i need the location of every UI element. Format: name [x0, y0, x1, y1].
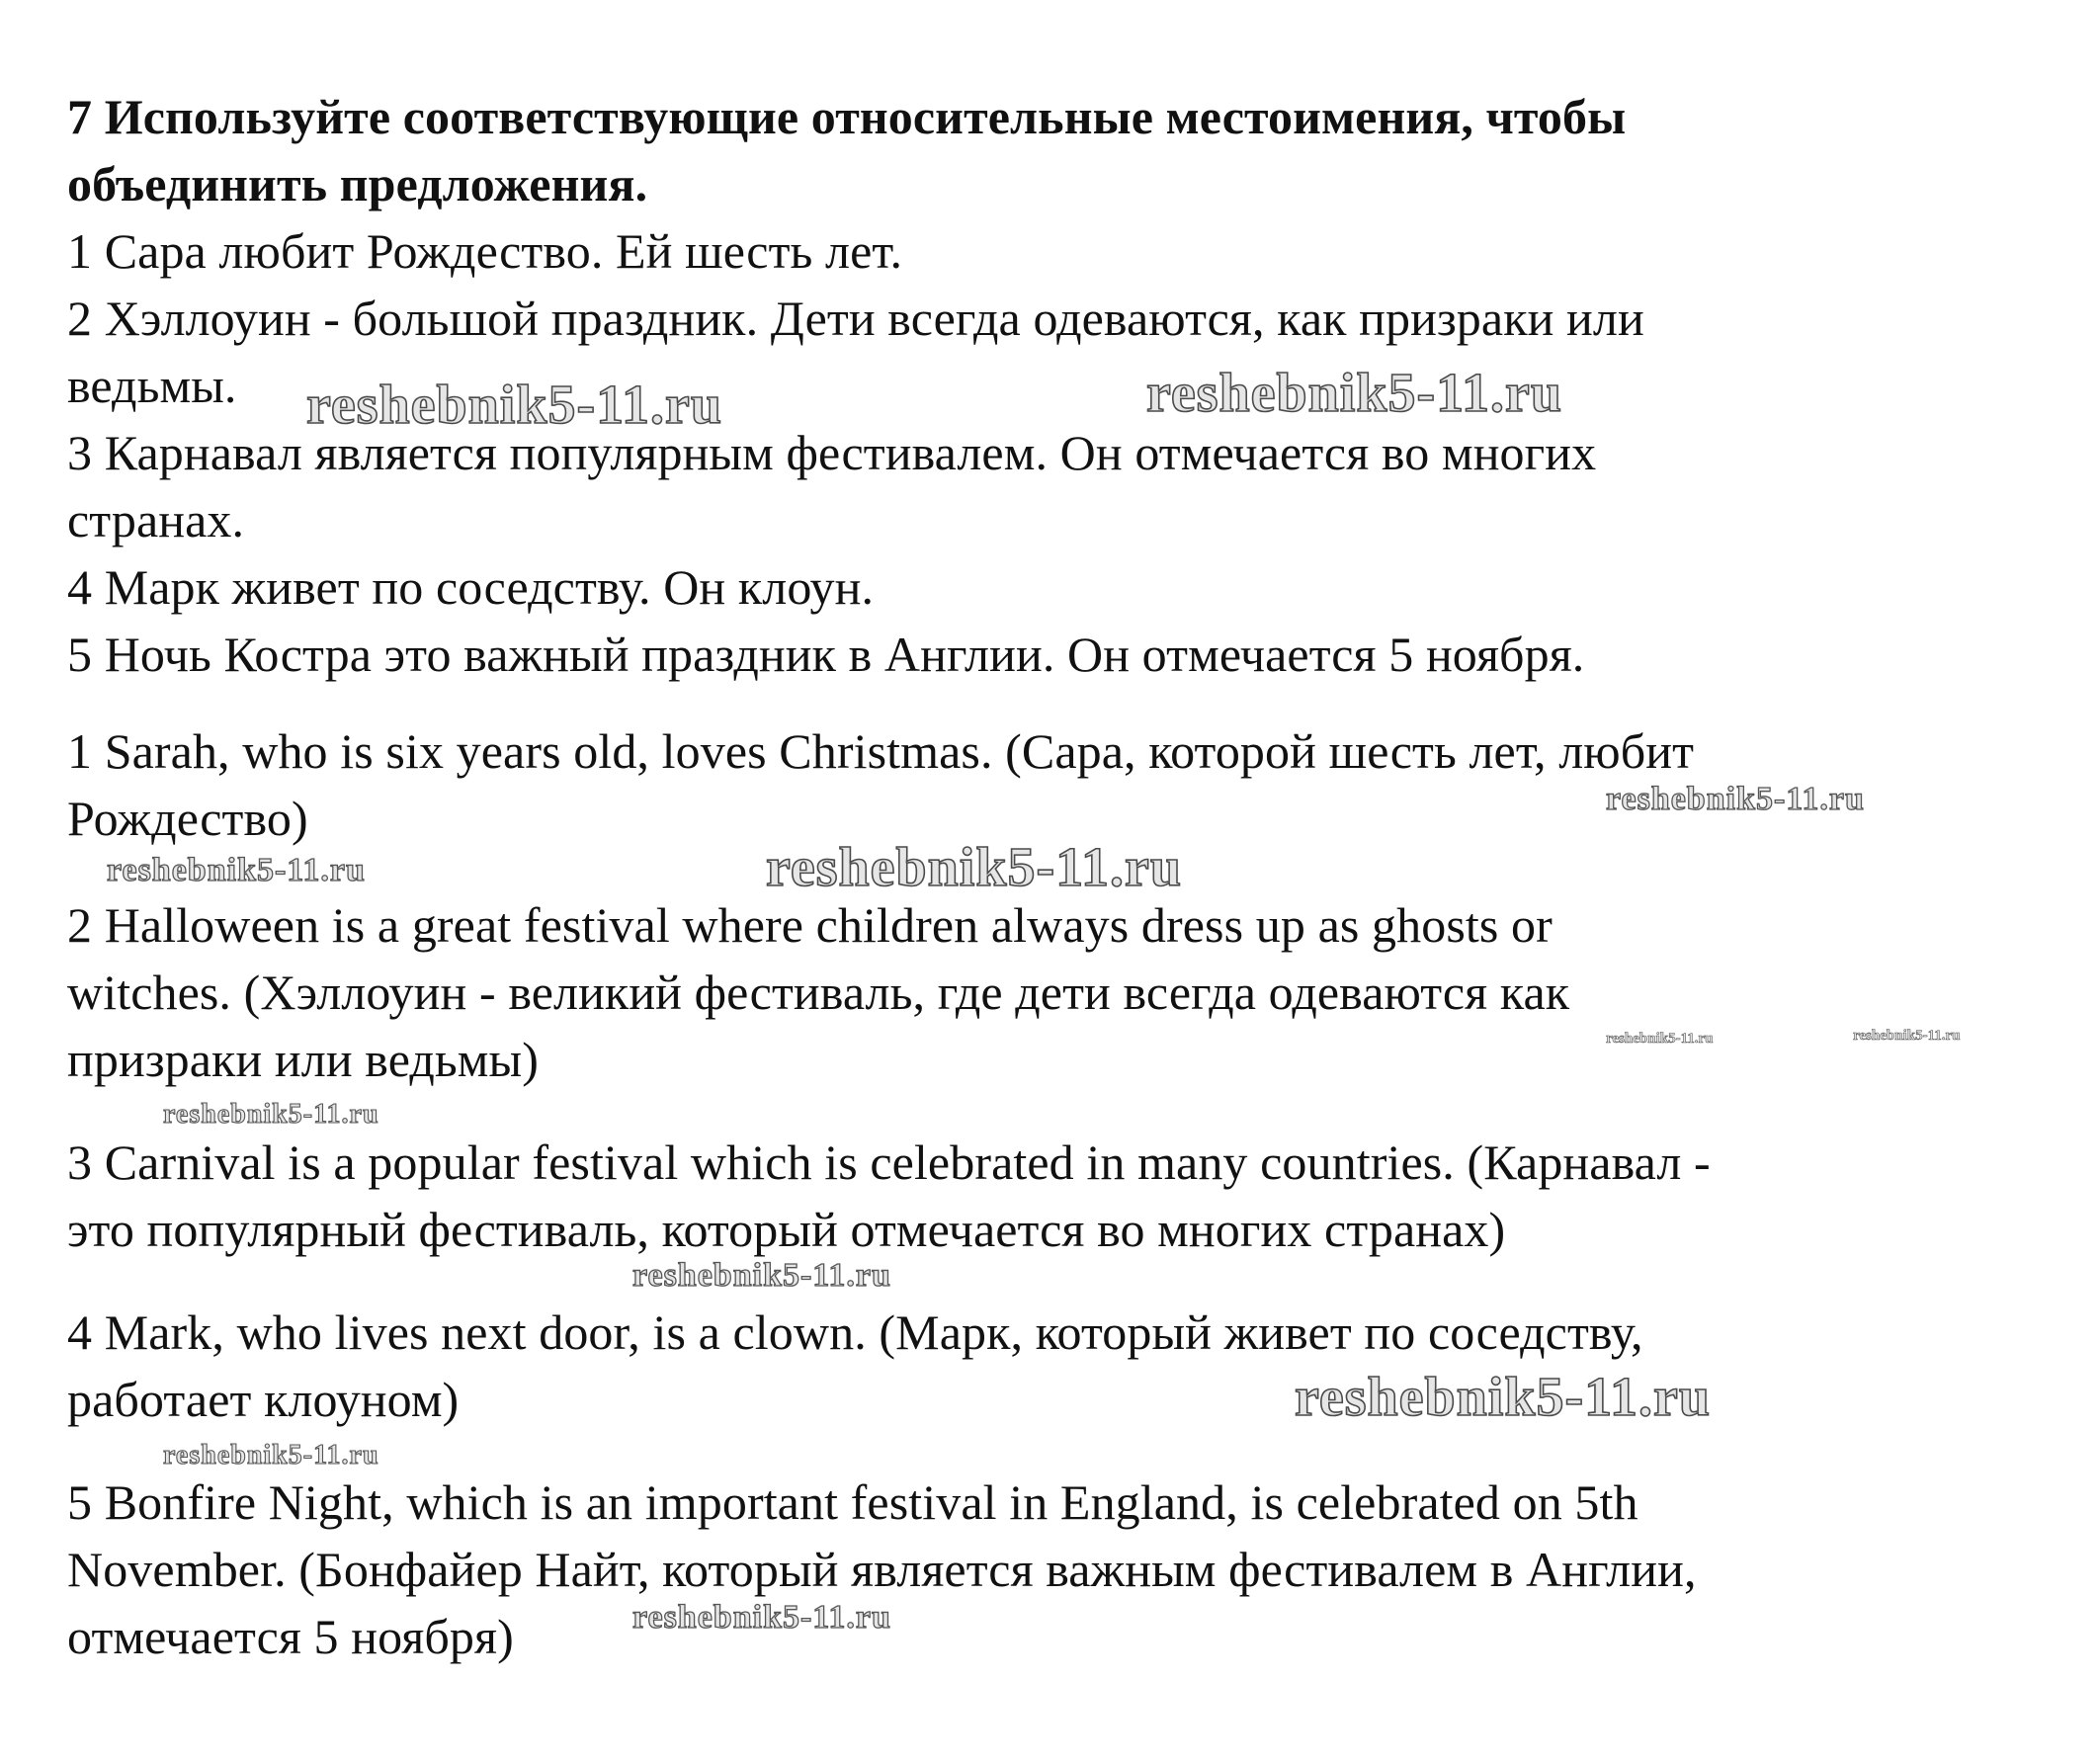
watermark: reshebnik5-11.ru	[163, 1440, 379, 1470]
answer-line: отмечается 5 ноября)	[67, 1609, 514, 1664]
watermark: reshebnik5-11.ru	[632, 1599, 891, 1636]
watermark: reshebnik5-11.ru	[1606, 1031, 1714, 1047]
watermark: reshebnik5-11.ru	[632, 1257, 891, 1294]
watermark: reshebnik5-11.ru	[163, 1099, 379, 1130]
answer-line: это популярный фестиваль, который отмечается во многих странах)	[67, 1202, 1506, 1257]
answer-line: работает клоуном)	[67, 1372, 460, 1427]
exercise-line: странах.	[67, 492, 245, 547]
answer-line: призраки или ведьмы)	[67, 1032, 539, 1087]
answer-line: 1 Sarah, who is six years old, loves Christmas. (Сара, которой шесть лет, любит	[67, 723, 1695, 779]
answer-line: November. (Бонфайер Найт, который является важным фестивалем в Англии,	[67, 1542, 1697, 1597]
task-title-line-1: 7 Используйте соответствующие относительные местоимения, чтобы	[67, 89, 1627, 144]
watermark: reshebnik5-11.ru	[1295, 1367, 1712, 1428]
answer-line: 3 Carnival is a popular festival which is celebrated in many countries. (Карнавал -	[67, 1134, 1711, 1190]
exercise-line: ведьмы.	[67, 358, 237, 413]
task-title-line-2: объединить предложения.	[67, 156, 648, 211]
exercise-line: 1 Сара любит Рождество. Ей шесть лет.	[67, 223, 903, 279]
answer-line: Рождество)	[67, 791, 308, 846]
exercise-line: 5 Ночь Костра это важный праздник в Англии. Он отмечается 5 ноября.	[67, 627, 1585, 682]
exercise-line: 4 Марк живет по соседству. Он клоун.	[67, 559, 875, 615]
watermark: reshebnik5-11.ru	[1853, 1028, 1961, 1044]
watermark: reshebnik5-11.ru	[306, 375, 723, 436]
answer-line: 4 Mark, who lives next door, is a clown. (Марк, который живет по соседству,	[67, 1304, 1643, 1360]
watermark: reshebnik5-11.ru	[107, 852, 366, 888]
answer-line: witches. (Хэллоуин - великий фестиваль, где дети всегда одеваются как	[67, 965, 1570, 1020]
watermark: reshebnik5-11.ru	[1146, 363, 1563, 424]
answer-line: 5 Bonfire Night, which is an important festival in England, is celebrated on 5th	[67, 1474, 1638, 1530]
watermark: reshebnik5-11.ru	[766, 837, 1183, 898]
watermark: reshebnik5-11.ru	[1606, 781, 1865, 817]
exercise-line: 2 Хэллоуин - большой праздник. Дети всегда одеваются, как призраки или	[67, 291, 1644, 346]
exercise-line: 3 Карнавал является популярным фестивалем. Он отмечается во многих	[67, 425, 1597, 480]
answer-line: 2 Halloween is a great festival where children always dress up as ghosts or	[67, 897, 1553, 953]
